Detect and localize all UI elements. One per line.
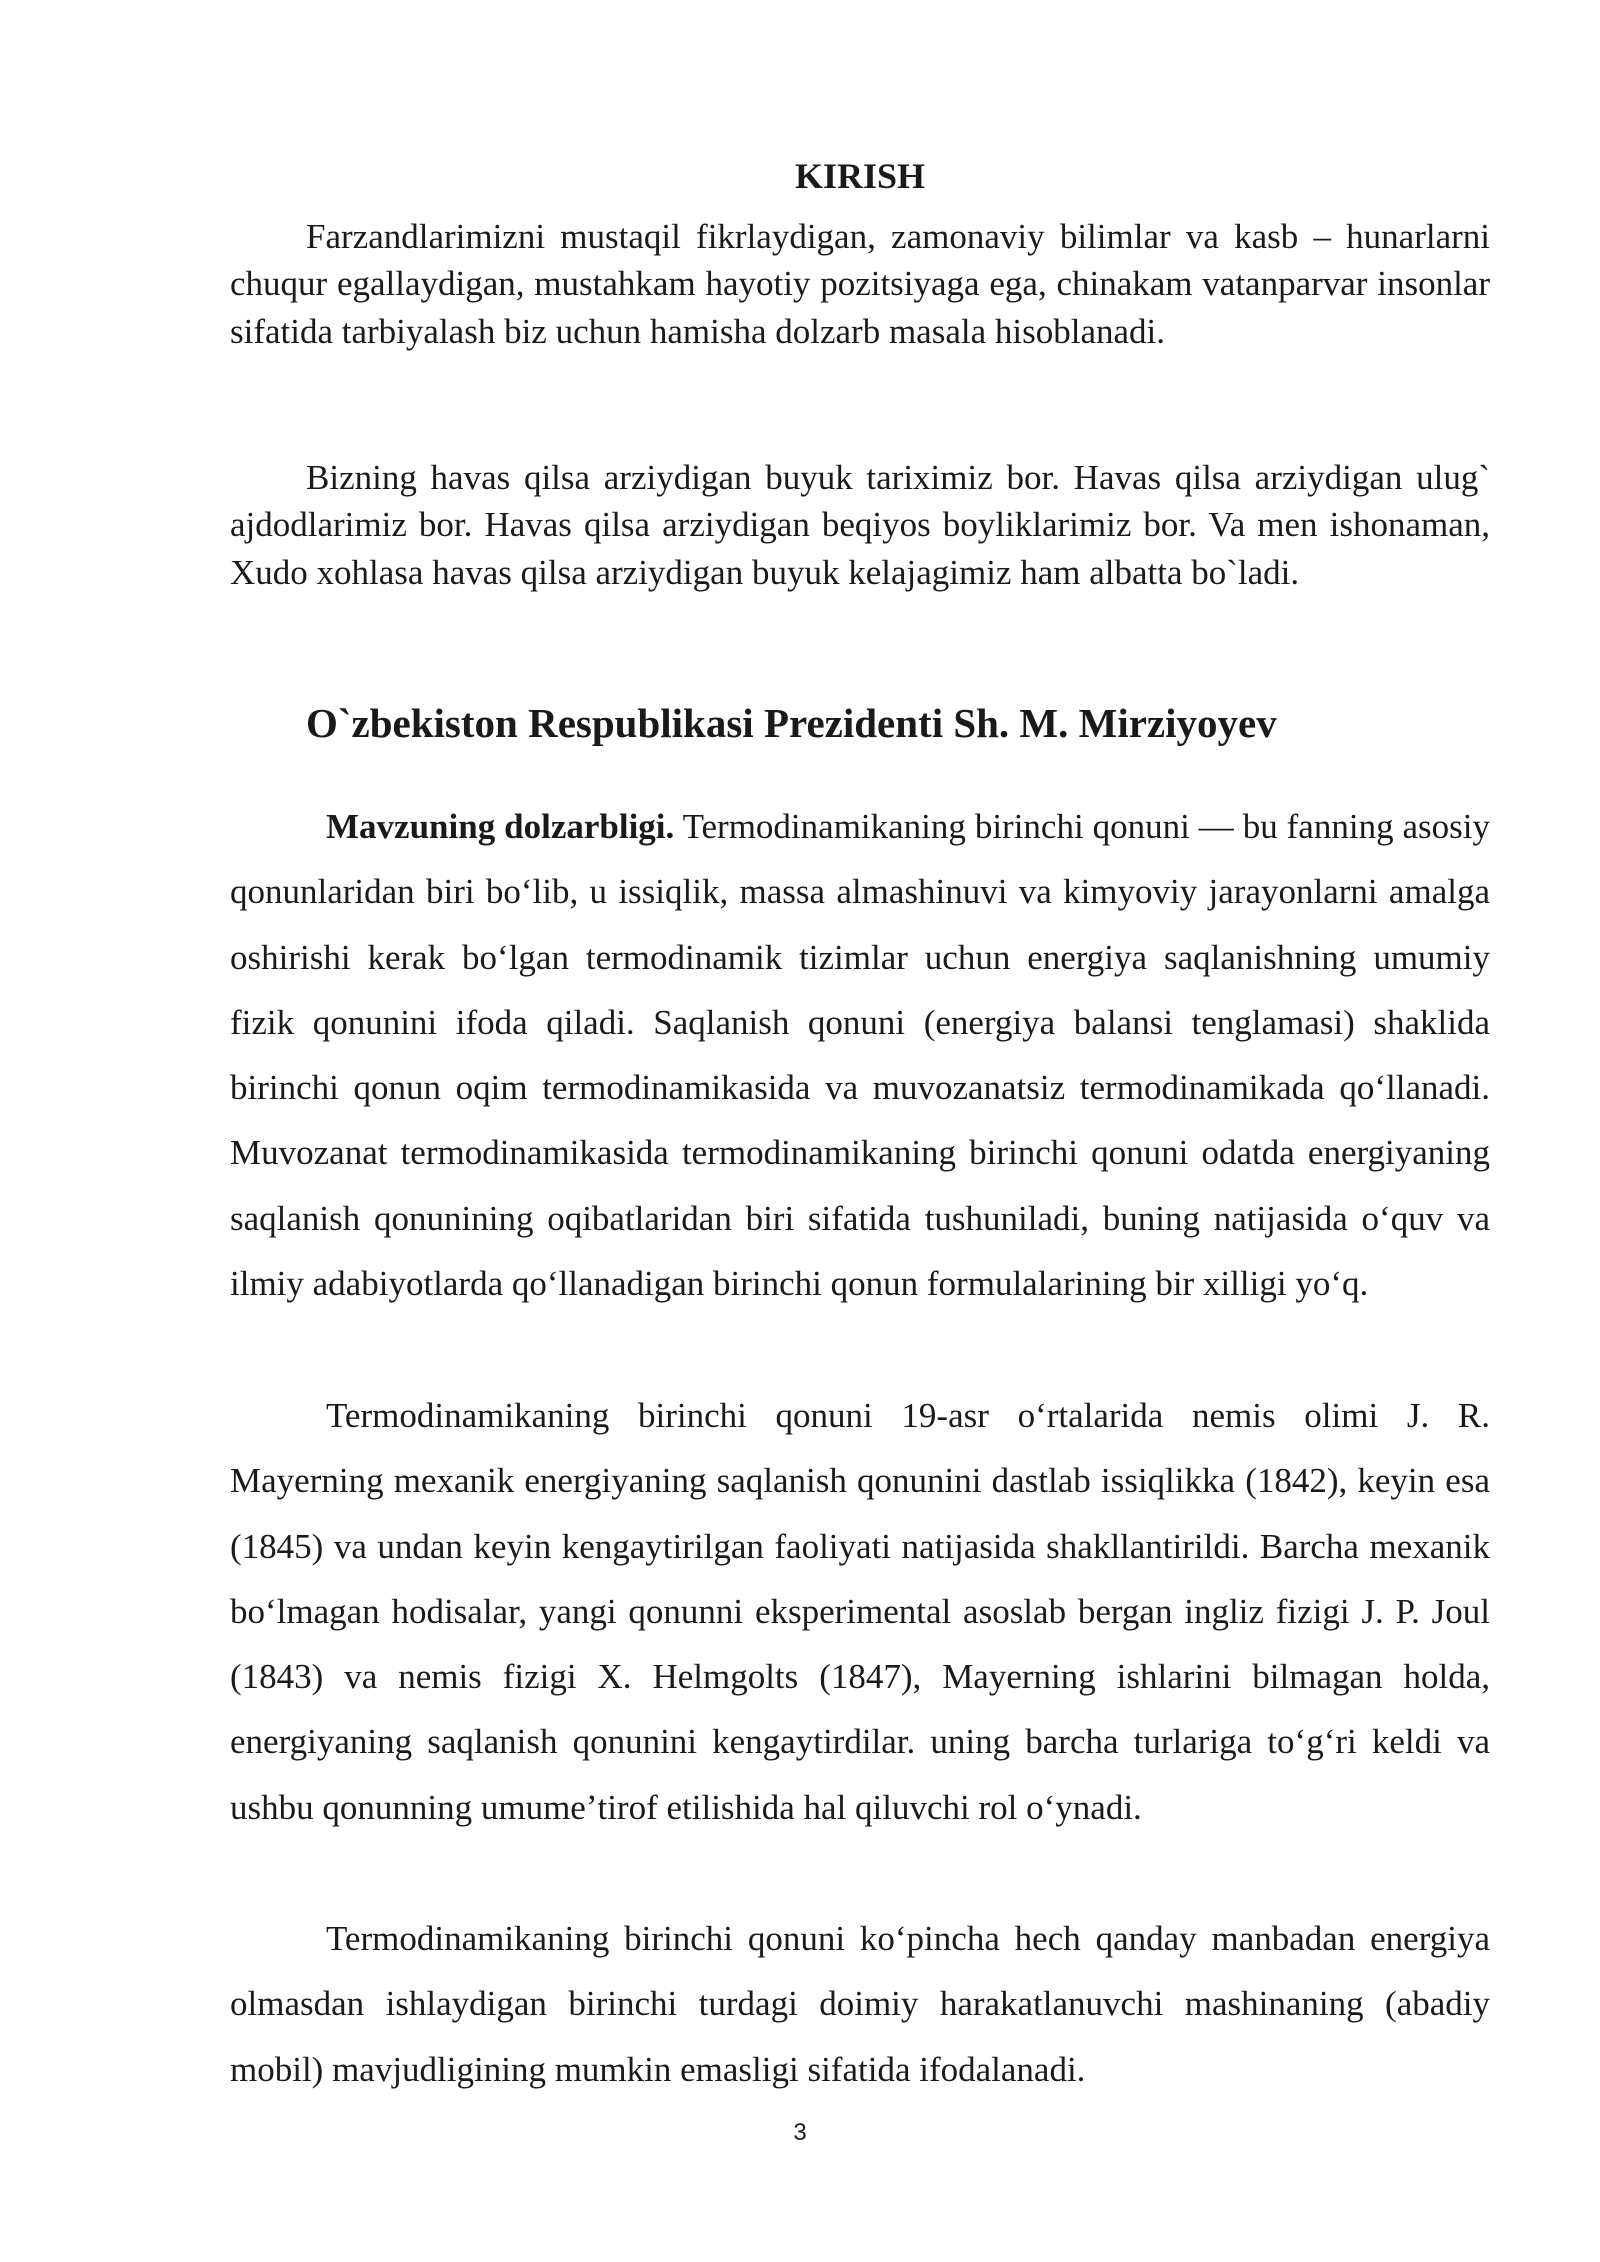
body-paragraph-1 (230, 794, 1490, 1316)
epigraph-paragraph-2: Bizning havas qilsa arziydigan buyuk tariximiz bor. Havas qilsa arziydigan ulug` ajdodlarimiz bor. Havas qilsa arziydigan beqiyos boyliklarimiz bor. Va men ishonaman, Xudo xohlasa havas qilsa arziydigan buyuk kelajagimiz ham albatta bo`ladi. (230, 458, 1490, 592)
body-paragraph-1-text: Termodinamikaning birinchi qonuni — bu fanning asosiy qonunlaridan biri boʻlib, u issiqlik, massa almashinuvi va kimyoviy jarayonlarni amalga oshirishi kerak boʻlgan termodinamik tizimlar uchun energiya saqlanishning umumiy fizik qonunini ifoda qiladi. Saqlanish qonuni (energiya balansi tenglamasi) shaklida birinchi qonun oqim termodinamikasida va muvozanatsiz termodinamikada qoʻllanadi. Muvozanat termodinamikasida termodinamikaning birinchi qonuni odatda energiyaning saqlanish qonunining oqibatlaridan biri sifatida tushuniladi, buning natijasida oʻquv va ilmiy adabiyotlarda qoʻllanadigan birinchi qonun formulalarining bir xilligi yoʻq. (230, 807, 1490, 1304)
body-paragraph-3: Termodinamikaning birinchi qonuni koʻpincha hech qanday manbadan energiya olmasdan ishlaydigan birinchi turdagi doimiy harakatlanuvchi mashinaning (abadiy mobil) mavjudligining mumkin emasligi sifatida ifodalanadi. (230, 1919, 1490, 2089)
relevance-lead-label: Mavzuning dolzarbligi. (326, 807, 675, 846)
epigraph-attribution: O`zbekiston Respublikasi Prezidenti Sh. M. Mirziyoyev (306, 700, 1277, 746)
epigraph-paragraph-1: Farzandlarimizni mustaqil fikrlaydigan, zamonaviy bilimlar va kasb – hunarlarni chuqur egallaydigan, mustahkam hayotiy pozitsiyaga ega, chinakam vatanparvar insonlar sifatida tarbiyalash biz uchun hamisha dolzarb masala hisoblanadi. (230, 217, 1490, 351)
body-paragraph-2: Termodinamikaning birinchi qonuni 19-asr oʻrtalarida nemis olimi J. R. Mayerning mexanik energiyaning saqlanish qonunini dastlab issiqlikka (1842), keyin esa (1845) va undan keyin kengaytirilgan faoliyati natijasida shakllantirildi. Barcha mexanik boʻlmagan hodisalar, yangi qonunni eksperimental asoslab bergan ingliz fizigi J. P. Joul (1843) va nemis fizigi X. Helmgolts (1847), Mayerning ishlarini bilmagan holda, energiyaning saqlanish qonunini kengaytirdilar. uning barcha turlariga toʻgʻri keldi va ushbu qonunning umumeʼtirof etilishida hal qiluvchi rol oʻynadi. (230, 1396, 1490, 1827)
section-heading: KIRISH (794, 156, 926, 196)
page-number: 3 (793, 2119, 807, 2146)
